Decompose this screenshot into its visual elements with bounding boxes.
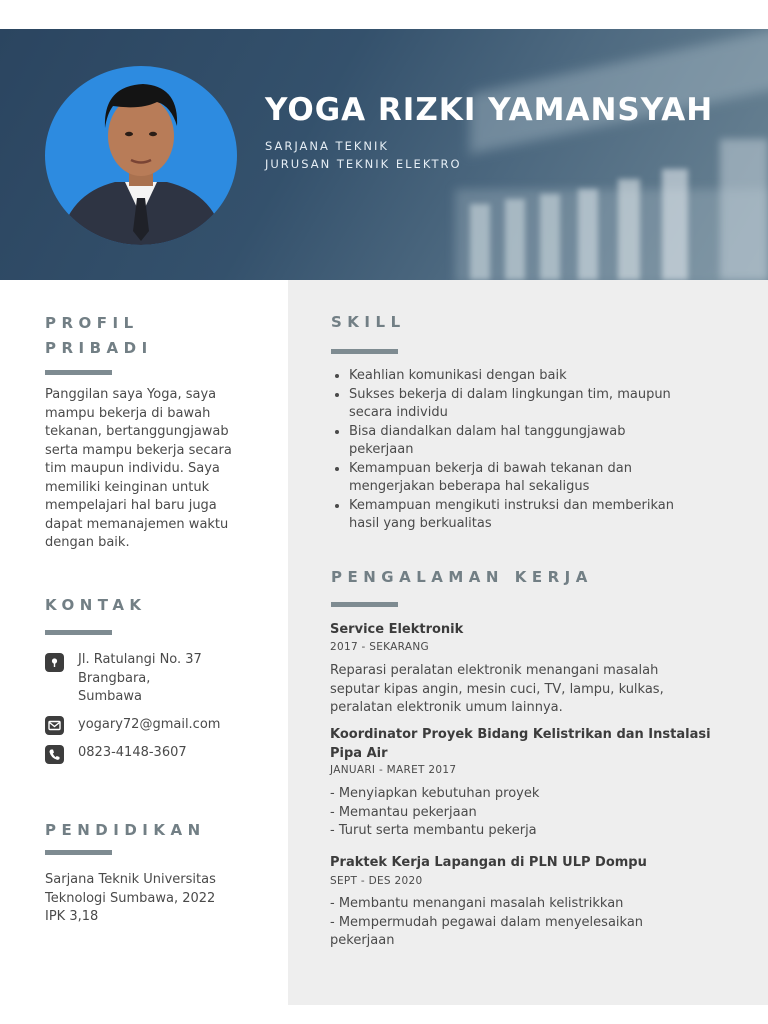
phone-number[interactable]: 0823-4148-3607 <box>78 745 187 760</box>
phone-icon <box>45 745 64 764</box>
list-item: • Kemampuan bekerja di bawah tekanan dan mengerjakan beberapa hal sekaligus <box>349 460 749 497</box>
skill-divider <box>331 349 398 354</box>
job-date: SEPT - DES 2020 <box>330 875 423 887</box>
profil-text: Panggilan saya Yoga, saya mampu bekerja di bawah tekanan, bertanggungjawab serta mampu bekerja secara tim maupun individu. Saya memiliki keinginan untuk mempelajari hal baru juga dapat memanajemen waktu dengan baik. <box>45 387 232 550</box>
pengalaman-divider <box>331 602 398 607</box>
job-title: Koordinator Proyek Bidang Kelistrikan dan Instalasi Pipa Air <box>330 727 711 761</box>
major-title: JURUSAN TEKNIK ELEKTRO <box>265 157 462 171</box>
job-date: 2017 - SEKARANG <box>330 641 429 653</box>
list-item: • Sukses bekerja di dalam lingkungan tim, maupun secara individu <box>349 386 749 423</box>
candidate-name: YOGA RIZKI YAMANSYAH <box>265 92 714 128</box>
job-description: - Menyiapkan kebutuhan proyek - Memantau pekerjaan - Turut serta membantu pekerja <box>330 786 540 838</box>
profil-title: PROFIL PRIBADI <box>45 314 153 357</box>
job-date: JANUARI - MARET 2017 <box>330 764 457 776</box>
degree-title: SARJANA TEKNIK <box>265 139 389 153</box>
profile-photo <box>45 66 237 245</box>
kontak-divider <box>45 630 112 635</box>
email-link[interactable]: yogary72@gmail.com <box>78 717 221 732</box>
job-description: Reparasi peralatan elektronik menangani masalah seputar kipas angin, mesin cuci, TV, lampu, kulkas, peralatan elektronik umum lainnya. <box>330 663 664 715</box>
kontak-title: KONTAK <box>45 596 147 614</box>
pendidikan-text: Sarjana Teknik Universitas Teknologi Sumbawa, 2022 IPK 3,18 <box>45 872 216 924</box>
skill-list <box>330 367 749 534</box>
person-portrait <box>45 66 237 245</box>
job-title: Praktek Kerja Lapangan di PLN ULP Dompu <box>330 855 647 870</box>
pendidikan-title: PENDIDIKAN <box>45 821 206 839</box>
pendidikan-divider <box>45 850 112 855</box>
job-description: - Membantu menangani masalah kelistrikkan - Mempermudah pegawai dalam menyelesaikan pekerjaan <box>330 896 644 948</box>
list-item: • Bisa diandalkan dalam hal tanggungjawab pekerjaan <box>349 423 749 460</box>
profil-divider <box>45 370 112 375</box>
email-icon <box>45 716 64 735</box>
address-text: Jl. Ratulangi No. 37 Brangbara, Sumbawa <box>78 652 202 704</box>
pengalaman-title: PENGALAMAN KERJA <box>331 568 593 586</box>
list-item: • Kemampuan mengikuti instruksi dan memberikan hasil yang berkualitas <box>349 497 749 534</box>
list-item: • Keahlian komunikasi dengan baik <box>349 367 749 386</box>
skill-title: SKILL <box>331 313 406 331</box>
location-icon <box>45 653 64 672</box>
job-title: Service Elektronik <box>330 622 464 637</box>
